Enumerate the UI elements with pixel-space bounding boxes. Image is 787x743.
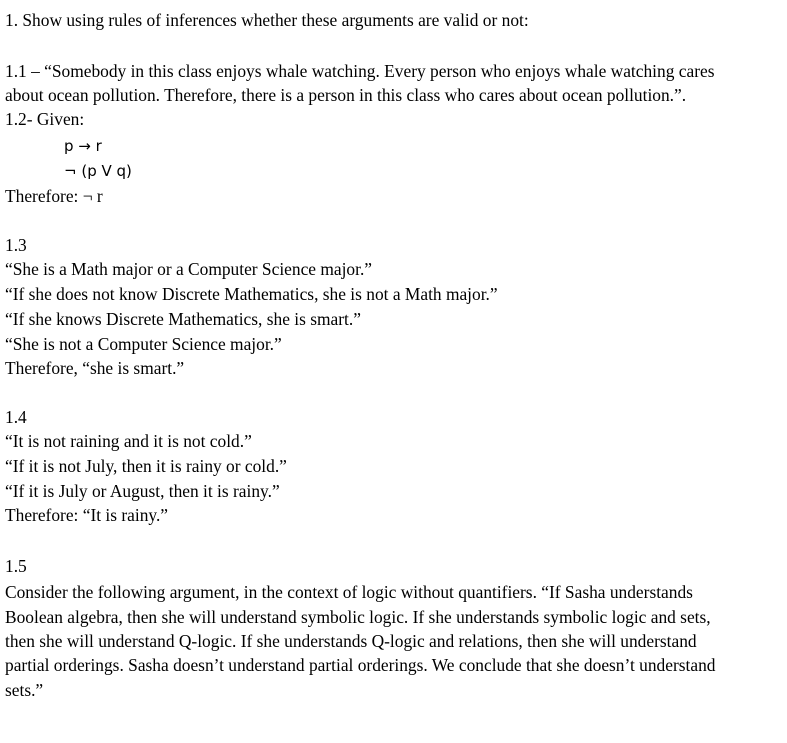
q1-2-premise-1: p → r — [64, 137, 102, 155]
q1-2-premise-2: ¬ (p V q) — [64, 162, 132, 180]
q1-3-line-5: Therefore, “she is smart.” — [5, 358, 185, 378]
q1-4-line-2: “If it is not July, then it is rainy or cold.” — [5, 456, 287, 476]
q1-1-line-2: about ocean pollution. Therefore, there is a person in this class who cares about ocean pollution.”. — [5, 85, 687, 105]
q1-4-line-4: Therefore: “It is rainy.” — [5, 505, 169, 525]
q1-5-line-3: then she will understand Q-logic. If she understands Q-logic and relations, then she will understand — [5, 631, 697, 651]
q1-5-line-4: partial orderings. Sasha doesn’t understand partial orderings. We conclude that she doesn’t understand — [5, 655, 716, 675]
q1-2-conclusion: Therefore: ¬ r — [5, 186, 103, 206]
q1-4-line-3: “If it is July or August, then it is rainy.” — [5, 481, 280, 501]
q1-3-line-1: “She is a Math major or a Computer Science major.” — [5, 259, 373, 279]
q1-5-line-1: Consider the following argument, in the context of logic without quantifiers. “If Sasha understands — [5, 582, 693, 602]
q1-3-label: 1.3 — [5, 235, 27, 255]
q1-3-line-4: “She is not a Computer Science major.” — [5, 334, 282, 354]
q1-1-line-1: 1.1 – “Somebody in this class enjoys whale watching. Every person who enjoys whale watching cares — [5, 61, 715, 81]
q1-5-line-2: Boolean algebra, then she will understand symbolic logic. If she understands symbolic logic and sets, — [5, 607, 711, 627]
q1-3-line-2: “If she does not know Discrete Mathematics, she is not a Math major.” — [5, 284, 498, 304]
q1-4-label: 1.4 — [5, 407, 27, 427]
q1-5-line-5: sets.” — [5, 680, 44, 700]
q1-2-label: 1.2- Given: — [5, 109, 85, 129]
q1-3-line-3: “If she knows Discrete Mathematics, she is smart.” — [5, 309, 361, 329]
question-title: 1. Show using rules of inferences whether these arguments are valid or not: — [5, 10, 529, 30]
q1-5-label: 1.5 — [5, 556, 27, 576]
q1-4-line-1: “It is not raining and it is not cold.” — [5, 431, 252, 451]
